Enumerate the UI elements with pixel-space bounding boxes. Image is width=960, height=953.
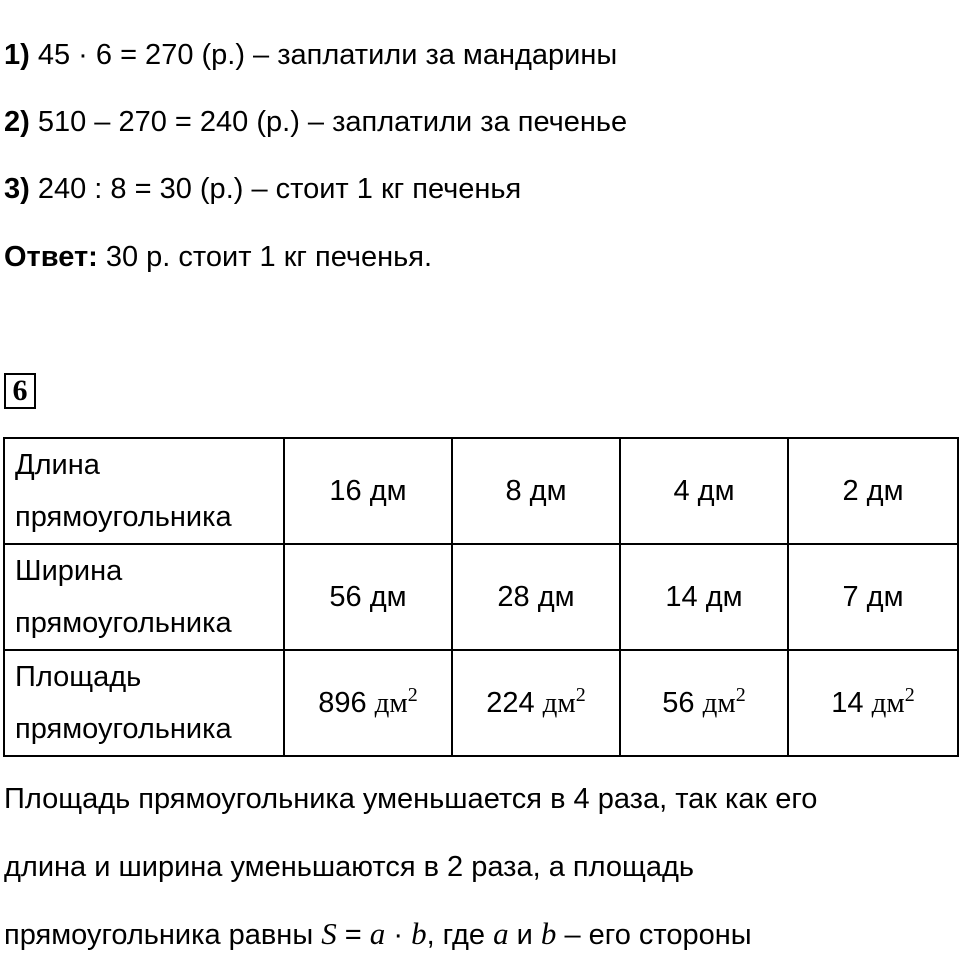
area-unit-power: 2 [904,684,915,706]
area-unit-power: 2 [735,684,746,706]
table-row-length [4,438,958,544]
area-value: 224 [486,687,535,719]
math-symbol-b: b [540,916,557,951]
row-label-line-2: прямоугольника [15,607,232,639]
step-number: 3) [4,173,30,205]
row-label [4,544,284,650]
conclusion-line-3 [4,916,752,953]
row-label-line-1: Длина [15,449,100,481]
math-symbol-a: a [369,916,386,951]
area-unit-text: дм [871,687,905,719]
area-unit [871,684,915,719]
step-text: 45 · 6 = 270 (р.) – заплатили за мандарины [29,39,618,71]
conclusion-line-2: длина и ширина уменьшаются в 2 раза, а площадь [4,851,694,883]
answer-line [4,239,432,275]
step-text: 510 – 270 = 240 (р.) – заплатили за печенье [29,106,628,138]
area-unit-text: дм [702,687,736,719]
solution-step-2 [4,104,627,140]
text-fragment: · [385,919,412,951]
area-value: 56 [662,687,695,719]
area-unit-power: 2 [575,684,586,706]
row-label-line-1: Ширина [15,555,123,587]
area-unit [374,684,418,719]
table-cell [620,650,788,756]
area-unit [702,684,746,719]
row-label-line-1: Площадь [15,661,142,693]
answer-text: 30 р. стоит 1 кг печенья. [97,241,433,273]
area-value: 896 [318,687,367,719]
table-row-area [4,650,958,756]
table-cell [284,650,452,756]
answer-label: Ответ: [4,241,98,273]
area-unit-power: 2 [407,684,418,706]
area-value: 14 [831,687,864,719]
text-fragment: = [336,919,370,951]
step-number: 1) [4,39,30,71]
table-cell: 8 дм [452,438,620,544]
step-text: 240 : 8 = 30 (р.) – стоит 1 кг печенья [29,173,522,205]
table-cell: 16 дм [284,438,452,544]
table-cell: 4 дм [620,438,788,544]
conclusion-line-1: Площадь прямоугольника уменьшается в 4 раза, так как его [4,783,818,815]
math-symbol-a: a [493,916,509,951]
area-unit-text: дм [542,687,576,719]
task-number-box: 6 [4,373,36,409]
area-unit [542,684,586,719]
solution-step-3 [4,171,521,207]
text-fragment: , где [426,919,494,951]
step-number: 2) [4,106,30,138]
table-cell: 2 дм [788,438,958,544]
table-cell [452,650,620,756]
table-cell: 14 дм [620,544,788,650]
row-label [4,438,284,544]
table-row-width [4,544,958,650]
table-cell: 56 дм [284,544,452,650]
table-cell: 7 дм [788,544,958,650]
row-label [4,650,284,756]
text-fragment: прямоугольника равны [4,919,322,951]
text-fragment: – его стороны [556,919,752,951]
row-label-line-2: прямоугольника [15,501,232,533]
math-symbol-b: b [411,916,427,951]
math-symbol-s: S [321,916,337,951]
area-unit-text: дм [374,687,408,719]
solution-step-1 [4,37,617,73]
table-cell: 28 дм [452,544,620,650]
rectangle-table [3,437,959,757]
table-cell [788,650,958,756]
row-label-line-2: прямоугольника [15,713,232,745]
text-fragment: и [508,919,541,951]
